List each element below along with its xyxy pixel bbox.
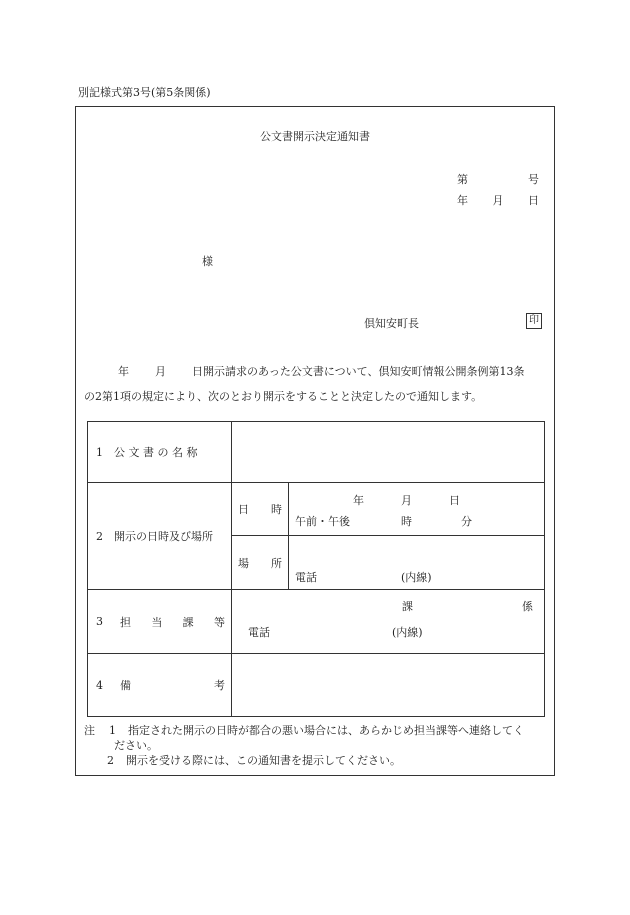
department-field[interactable] [232,590,545,654]
place-phone: 電話 [295,571,317,584]
document-name-field[interactable] [232,422,545,483]
remarks-field[interactable] [232,654,545,717]
body-year: 年 [118,365,129,378]
dept-kakari: 係 [522,600,533,613]
notice-body [84,359,546,409]
department-label-char: 担 [120,615,131,629]
remarks-label-char: 考 [214,679,225,692]
note-2-number: 2 [107,754,114,767]
details-table [87,421,545,717]
department-label-number: 3 [96,615,103,628]
place-label: 場 所 [232,536,289,590]
issue-year: 年 [457,194,468,207]
note-1-line1: 指定された開示の日時が都合の悪い場合には、あらかじめ担当課等へ連絡してく [128,724,524,737]
form-title: 公文書開示決定通知書 [260,130,370,143]
dept-ka: 課 [402,600,413,613]
dt-day: 日 [449,494,460,507]
notes-section [84,723,524,768]
issue-date-line [457,192,539,208]
department-label-text [120,614,231,630]
note-1-number: 1 [109,724,116,737]
dt-year: 年 [353,494,364,507]
issuer-name: 倶知安町長 [364,317,419,330]
dt-hour: 時 [401,515,412,528]
dept-extension: (内線) [392,626,423,639]
table-row [88,422,545,483]
remarks-label [88,654,232,717]
place-extension: (内線) [401,571,432,584]
body-line1: 日開示請求のあった公文書について、倶知安町情報公開条例第13条 [192,365,525,378]
body-month: 月 [155,365,166,378]
note-1-line2: ださい。 [114,739,158,752]
remarks-label-char: 備 [120,679,131,692]
number-prefix: 第 [457,173,468,186]
dt-ampm: 午前・午後 [295,515,350,528]
dt-month: 月 [401,494,412,507]
document-name-label: 1 公 文 書 の 名 称 [88,422,232,483]
department-label-char: 当 [151,615,163,629]
number-suffix: 号 [528,173,539,186]
place-field[interactable] [289,536,545,590]
note-item-2 [84,753,524,768]
dept-phone: 電話 [248,626,270,639]
datetime-field[interactable] [289,483,545,536]
remarks-label-text [120,677,231,693]
body-line2: の2第1項の規定により、次のとおり開示をすることと決定したので通知します。 [84,390,483,403]
notice-form [75,106,555,776]
issue-day: 日 [528,194,539,207]
note-item-1 [84,723,524,738]
seal-mark: 印 [526,313,542,329]
remarks-label-number: 4 [96,678,103,692]
datetime-label: 日 時 [232,483,289,536]
note-2-text: 開示を受ける際には、この通知書を提示してください。 [126,754,401,767]
table-row [88,590,545,654]
department-label-char: 等 [213,615,225,629]
table-row [88,483,545,536]
notes-prefix: 注 [84,724,95,737]
dt-minute: 分 [461,515,472,528]
addressee-suffix: 様 [202,255,213,268]
issue-month: 月 [492,194,504,207]
table-row [88,654,545,717]
department-label-char: 課 [182,615,194,629]
department-label [88,590,232,654]
form-caption: 別記様式第3号(第5条関係) [78,86,211,99]
datetime-place-label: 2 開示の日時及び場所 [88,483,232,590]
document-number-line [457,171,539,187]
